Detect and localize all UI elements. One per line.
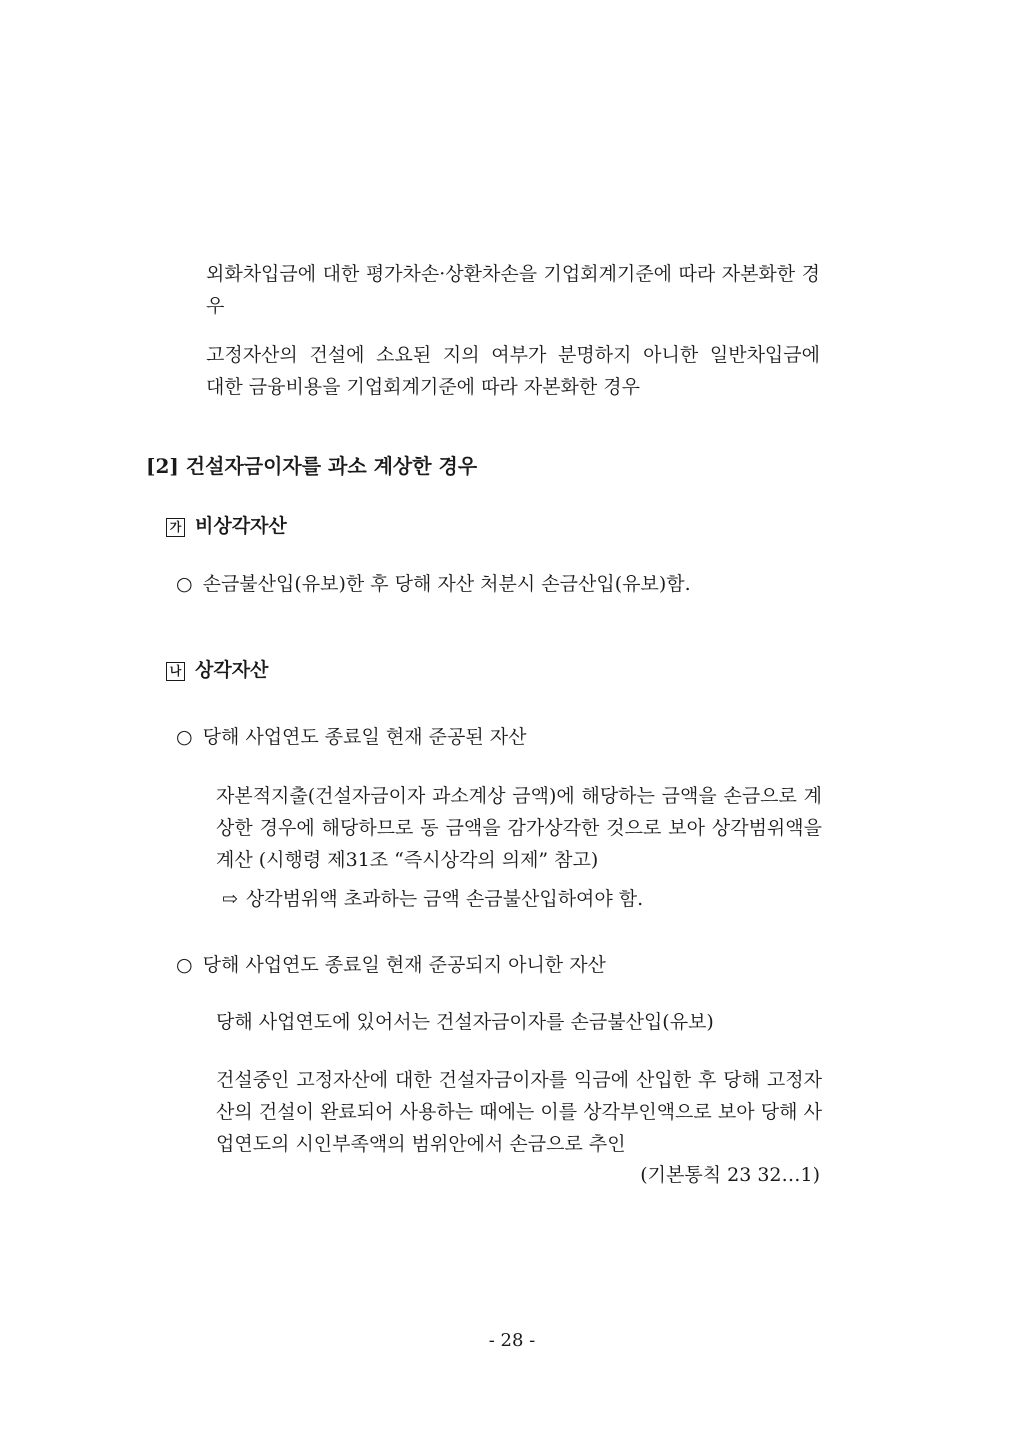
section-heading: [2] 건설자금이자를 과소 계상한 경우 xyxy=(146,454,478,478)
circle-bullet-icon: ○ xyxy=(176,573,193,595)
intro-paragraph-2-line-1: 고정자산의 건설에 소요된 지의 여부가 분명하지 아니한 일반차입금에 xyxy=(206,344,820,366)
subsection-ga-title: 비상각자산 xyxy=(195,515,287,537)
page-number: - 28 - xyxy=(488,1330,536,1351)
badge-ga-icon: 가 xyxy=(166,518,185,537)
item1-arrow-text: 상각범위액 초과하는 금액 손금불산입하여야 함. xyxy=(245,888,644,910)
subsection-ga-bullet-text: 손금불산입(유보)한 후 당해 자산 처분시 손금산입(유보)함. xyxy=(202,573,691,595)
arrow-right-icon: ⇨ xyxy=(222,888,238,910)
item1-label-text: 당해 사업연도 종료일 현재 준공된 자산 xyxy=(202,726,527,748)
subsection-ga-bullet xyxy=(176,569,691,599)
item2-body-2: 건설중인 고정자산에 대한 건설자금이자를 익금에 산입한 후 당해 고정자산의 건설이 완료되어 사용하는 때에는 이를 상각부인액으로 보아 당해 사업연도의 시인부족액의 범위안에서 손금으로 추인 xyxy=(216,1069,822,1155)
item1-label xyxy=(176,722,526,752)
intro-paragraph-2-line-2: 대한 금융비용을 기업회계기준에 따라 자본화한 경우 xyxy=(206,376,640,398)
intro-paragraph-1: 외화차입금에 대한 평가차손·상환차손을 기업회계기준에 따라 자본화한 경우 xyxy=(206,263,820,317)
subsection-na-heading xyxy=(166,655,268,685)
subsection-na-title: 상각자산 xyxy=(195,659,269,681)
subsection-ga-heading xyxy=(166,511,287,541)
circle-bullet-icon: ○ xyxy=(176,726,193,748)
circle-bullet-icon: ○ xyxy=(176,954,193,976)
item1-body: 자본적지출(건설자금이자 과소계상 금액)에 해당하는 금액을 손금으로 계상한 경우에 해당하므로 동 금액을 감가상각한 것으로 보아 상각범위액을 계산 (시행령 제31조 “즉시상각의 의제” 참고) xyxy=(216,785,822,871)
badge-na-icon: 나 xyxy=(166,662,185,681)
item2-body-1: 당해 사업연도에 있어서는 건설자금이자를 손금불산입(유보) xyxy=(216,1011,714,1033)
item1-arrow-note xyxy=(222,884,643,914)
item2-label-text: 당해 사업연도 종료일 현재 준공되지 아니한 자산 xyxy=(202,954,606,976)
item2-reference: (기본통칙 23 32…1) xyxy=(640,1164,820,1186)
item2-label xyxy=(176,950,606,980)
